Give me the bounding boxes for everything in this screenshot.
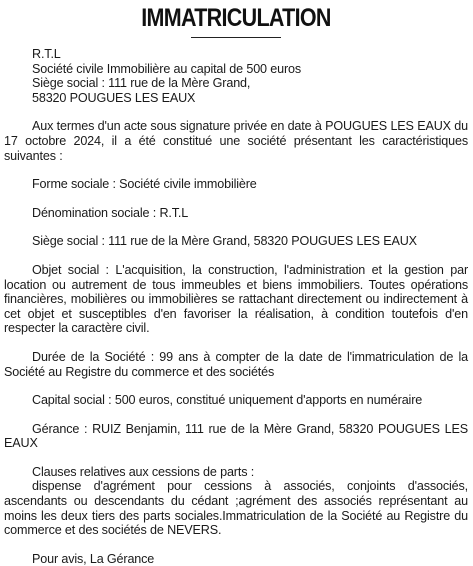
- company-address-block: [4, 47, 468, 105]
- siege-social: Siège social : 111 rue de la Mère Grand, 58320 POUGUES LES EAUX: [32, 234, 417, 249]
- clauses-title: Clauses relatives aux cessions de parts :: [32, 464, 255, 479]
- clauses-body: dispense d'agrément pour cessions à associés, conjoints d'associés, ascendants ou descendants du cédant ;agrément des associés représentant au moins les deux tiers des parts sociales.Immatriculation de la Société au Registre du commerce et des sociétés de NEVERS.: [4, 479, 468, 538]
- notice-title: IMMATRICULATION: [141, 4, 331, 32]
- duree-societe: Durée de la Société : 99 ans à compter de la date de l'immatriculation de la Société au Registre du commerce et des sociétés: [4, 349, 468, 379]
- pour-avis: Pour avis, La Gérance: [32, 551, 155, 566]
- denomination-sociale: Dénomination sociale : R.T.L: [32, 205, 189, 220]
- objet-social: Objet social : L'acquisition, la construction, l'administration et la gestion par location ou autrement de tous immeubles et biens immobiliers. Toutes opérations financières, mobilières ou immobilières se rattachant directement ou indirectement à cet objet et susceptibles d'en favoriser la réalisation, à condition toutefois d'en respecter la caractère civil.: [4, 262, 468, 336]
- intro-paragraph: Aux termes d'un acte sous signature privée en date à POUGUES LES EAUX du 17 octobre 2024, il a été constitué une société présentant les caractéristiques suivantes :: [4, 119, 468, 163]
- company-name: R.T.L: [32, 47, 61, 61]
- forme-sociale: Forme sociale : Société civile immobilière: [32, 177, 257, 192]
- company-city: 58320 POUGUES LES EAUX: [32, 90, 196, 105]
- gerance: Gérance : RUIZ Benjamin, 111 rue de la Mère Grand, 58320 POUGUES LES EAUX: [4, 421, 468, 451]
- capital-social: Capital social : 500 euros, constitué uniquement d'apports en numéraire: [32, 393, 423, 408]
- title-underline: [191, 37, 281, 38]
- company-street: Siège social : 111 rue de la Mère Grand,: [32, 76, 251, 91]
- company-type: Société civile Immobilière au capital de 500 euros: [32, 61, 302, 76]
